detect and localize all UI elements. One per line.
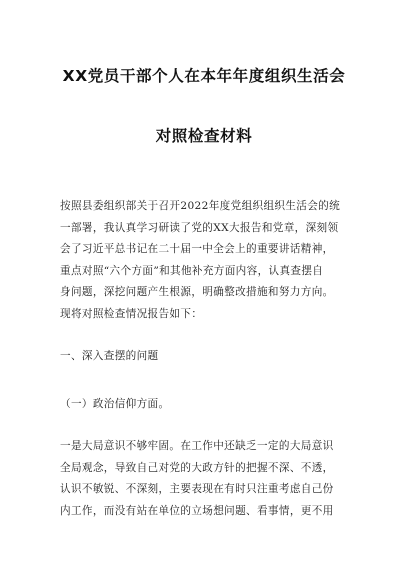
document-title-line-1: XX党员干部个人在本年年度组织生活会 [62,67,346,85]
subsection-heading: （一）政治信仰方面。 [60,398,170,410]
intro-line: 按照县委组织部关于召开2022年度党组织组织生活会的统 [60,200,341,212]
document-title-line-2: 对照检查材料 [155,127,253,145]
body-line: 内工作，而没有站在单位的立场想问题、看事情，更不用 [60,504,334,517]
section-heading: 一、深入查摆的问题 [60,350,159,362]
intro-line: 会了习近平总书记在二十届一中全会上的重要讲话精神， [60,243,334,255]
intro-line: 重点对照“六个方面”和其他补充方面内容，认真查摆自 [60,264,324,277]
body-line: 一是大局意识不够牢固。在工作中还缺乏一定的大局意识 [60,440,334,452]
intro-line: 一部署，我认真学习研读了党的XX大报告和党章，深刻领 [60,221,339,234]
intro-line: 现将对照检查情况报告如下： [60,307,203,320]
body-paragraph [60,436,352,522]
body-line: 全局观念，导致自己对党的大政方针的把握不深、不透， [60,461,334,474]
intro-paragraph [60,196,352,325]
intro-line: 身问题，深挖问题产生根源，明确整改措施和努力方向。 [60,286,334,298]
body-line: 认识不敏锐、不深刻，主要表现在有时只注重考虑自己份 [60,483,334,495]
